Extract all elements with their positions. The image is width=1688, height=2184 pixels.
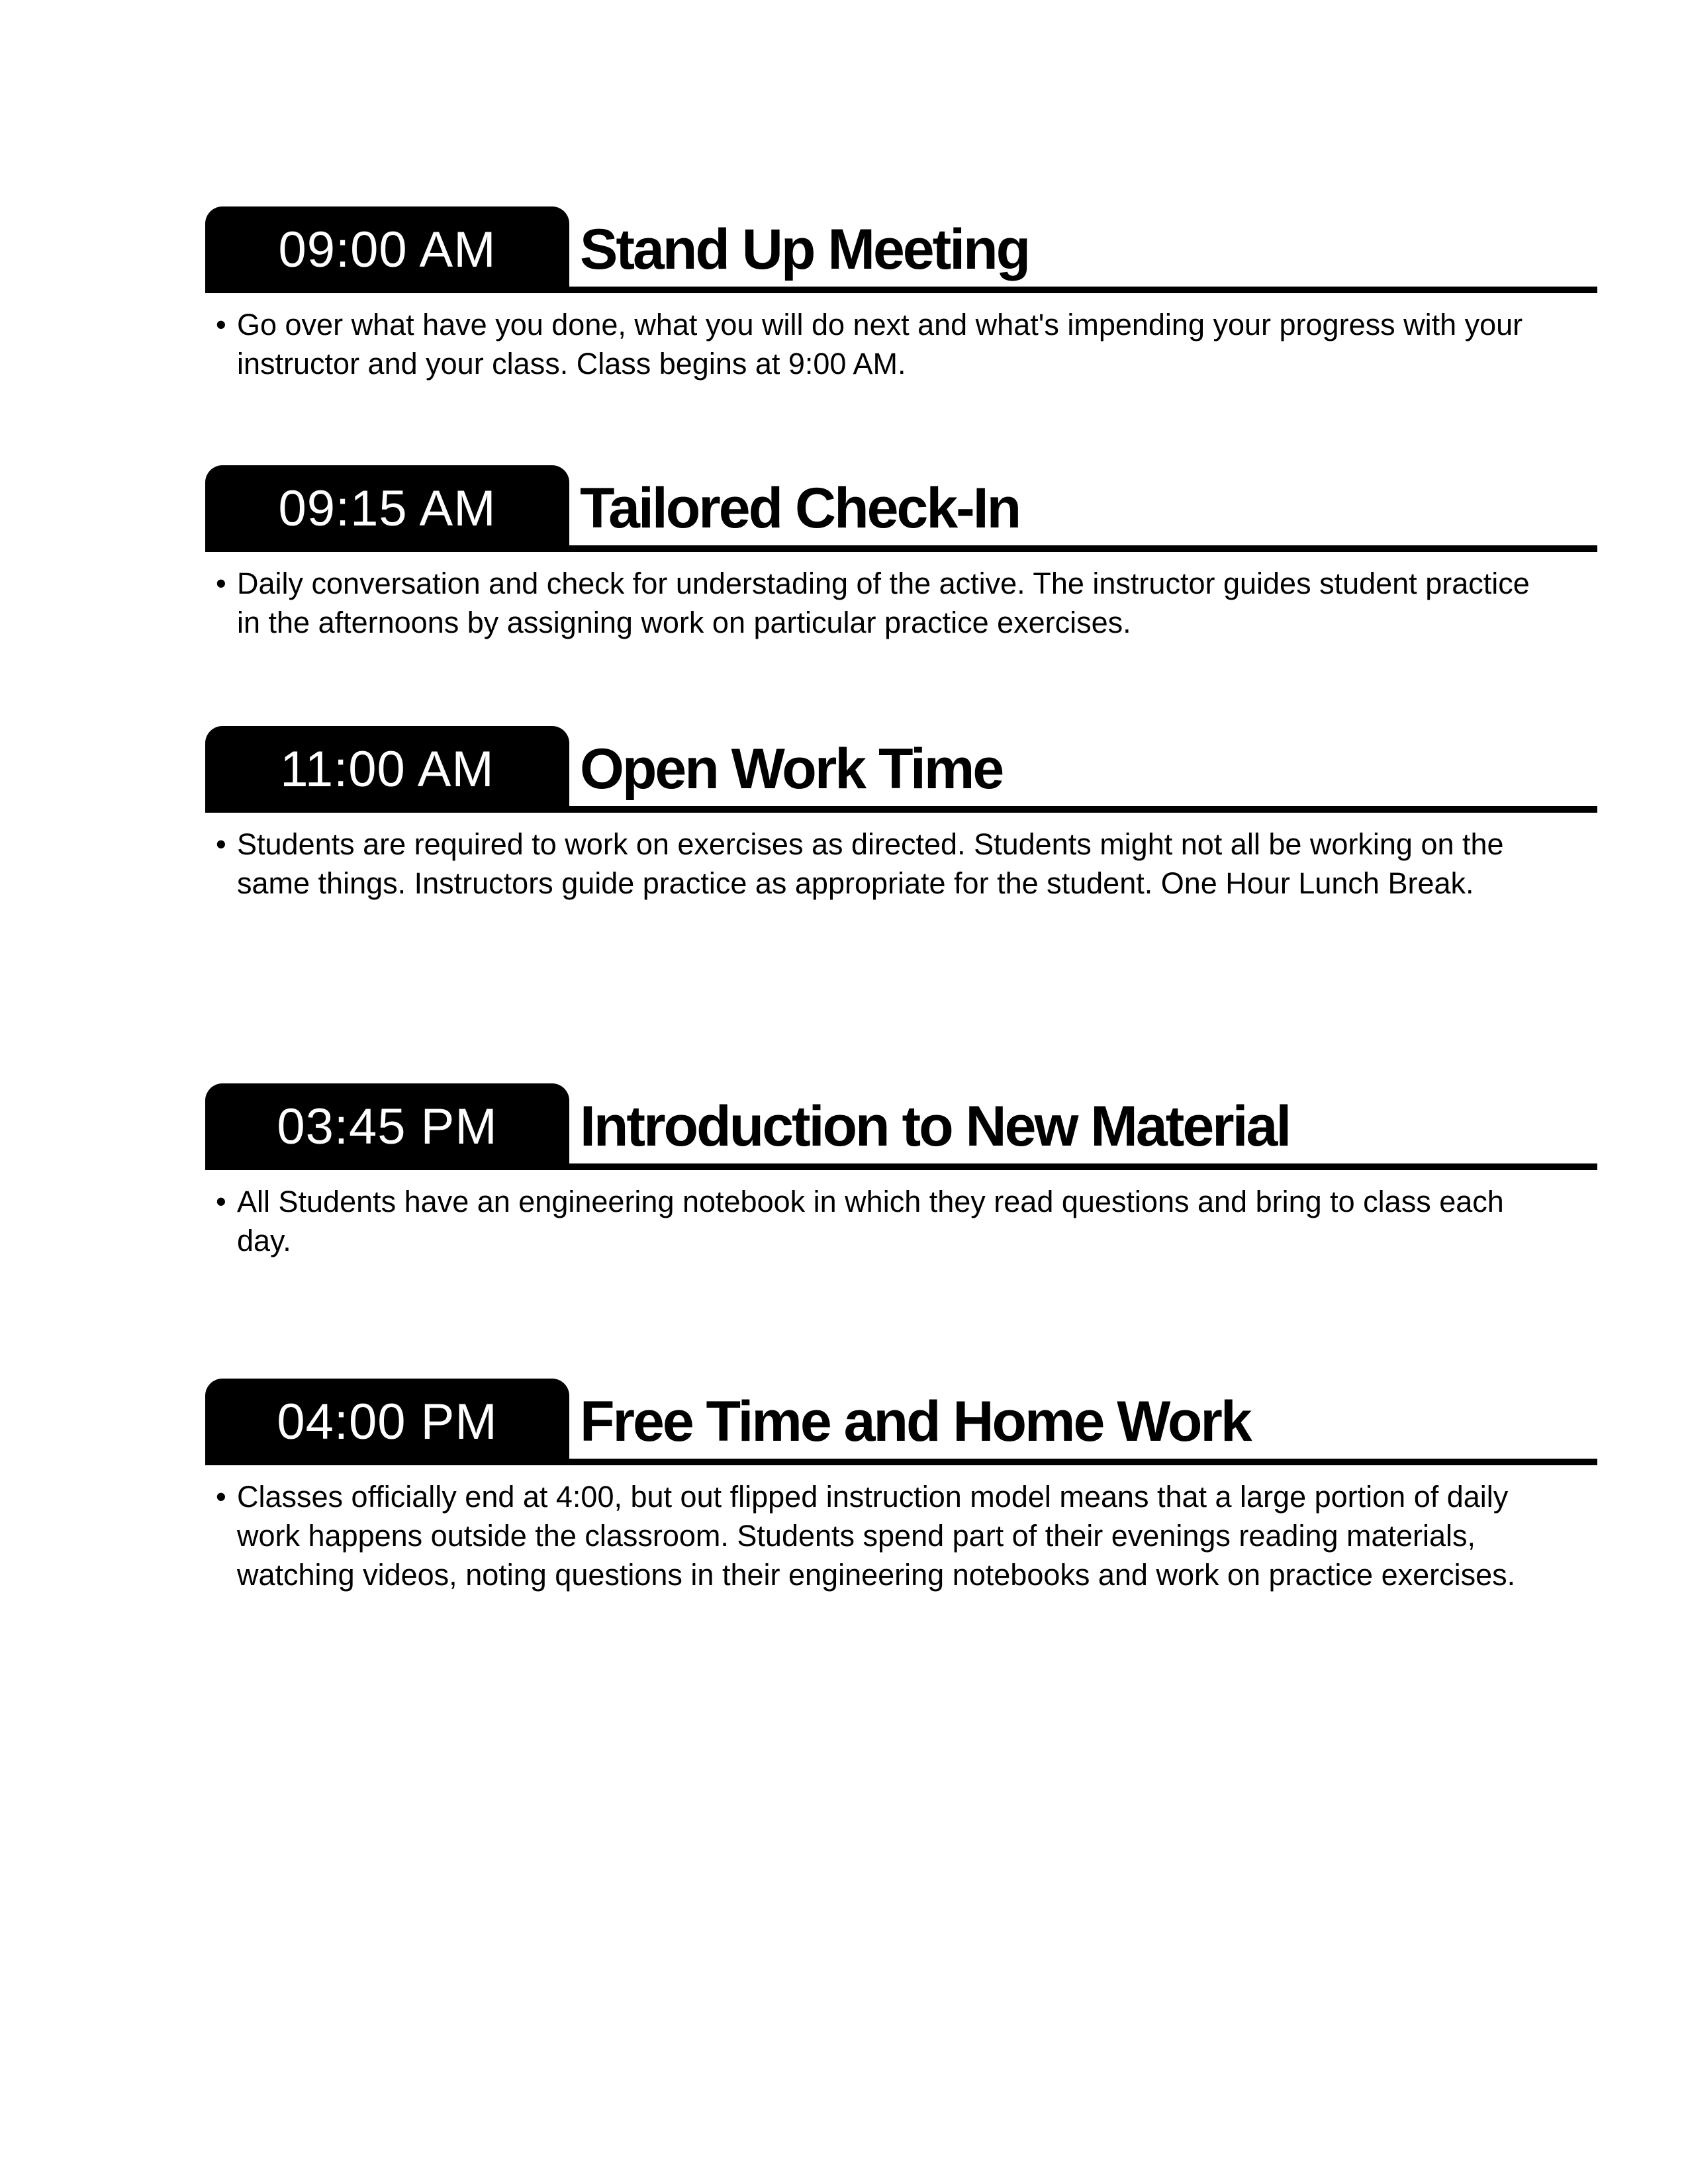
event-description-list — [205, 825, 1556, 903]
schedule-block — [205, 726, 1597, 903]
list-item — [205, 1477, 1556, 1594]
event-title: Stand Up Meeting — [580, 218, 1029, 281]
time-badge — [205, 206, 569, 293]
event-header — [205, 1083, 1597, 1170]
schedule-block — [205, 1083, 1597, 1260]
event-description-list — [205, 1477, 1556, 1594]
event-description: Students are required to work on exercises as directed. Students might not all be working on the same things. Instructors guide practice as appropriate for the student. One Hour Lunch Break. — [237, 827, 1504, 900]
time-label: 09:15 AM — [278, 480, 496, 537]
event-header — [205, 1379, 1597, 1465]
event-description: All Students have an engineering notebook in which they read questions and bring to class each day. — [237, 1185, 1504, 1257]
bullet-icon: • — [216, 567, 226, 600]
event-description: Classes officially end at 4:00, but out flipped instruction model means that a large portion of daily work happens outside the classroom. Students spend part of their evenings reading materials, watching videos, noting questions in their engineering notebooks and work on practice exercises. — [237, 1480, 1516, 1592]
event-title: Open Work Time — [580, 737, 1003, 801]
event-header — [205, 465, 1597, 552]
event-description-list — [205, 1182, 1556, 1260]
event-title: Free Time and Home Work — [580, 1390, 1250, 1453]
time-badge — [205, 726, 569, 813]
time-label: 04:00 PM — [277, 1394, 498, 1450]
list-item — [205, 305, 1556, 383]
time-badge — [205, 1379, 569, 1465]
event-header — [205, 726, 1597, 813]
time-label: 03:45 PM — [277, 1099, 498, 1155]
bullet-icon: • — [216, 308, 226, 341]
list-item — [205, 564, 1556, 642]
time-badge — [205, 1083, 569, 1170]
list-item — [205, 1182, 1556, 1260]
time-badge — [205, 465, 569, 552]
bullet-icon: • — [216, 827, 226, 861]
event-header — [205, 206, 1597, 293]
time-label: 09:00 AM — [278, 222, 496, 278]
bullet-icon: • — [216, 1480, 226, 1514]
bullet-icon: • — [216, 1185, 226, 1218]
list-item — [205, 825, 1556, 903]
schedule-block — [205, 465, 1597, 642]
event-description-list — [205, 564, 1556, 642]
event-description-list — [205, 305, 1556, 383]
time-label: 11:00 AM — [280, 741, 494, 797]
event-title: Tailored Check-In — [580, 477, 1020, 540]
schedule-block — [205, 206, 1597, 383]
event-title: Introduction to New Material — [580, 1095, 1290, 1158]
event-description: Go over what have you done, what you will do next and what's impending your progress with your instructor and your class. Class begins at 9:00 AM. — [237, 308, 1523, 381]
schedule-block — [205, 1379, 1597, 1594]
event-description: Daily conversation and check for understading of the active. The instructor guides student practice in the afternoons by assigning work on particular practice exercises. — [237, 567, 1530, 639]
